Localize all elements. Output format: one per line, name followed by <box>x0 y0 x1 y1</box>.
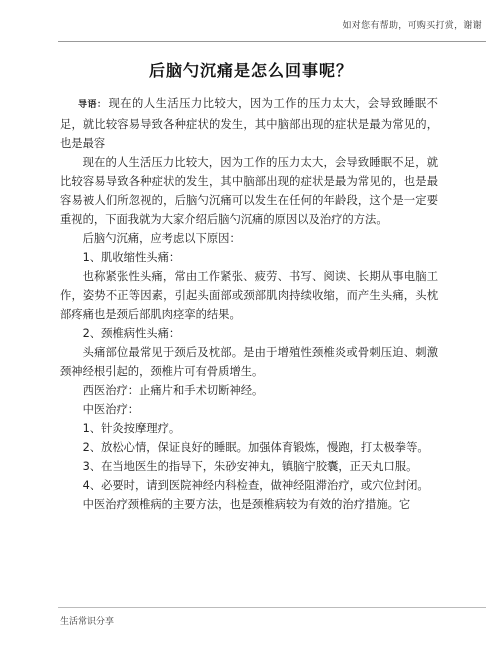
list-item: 1、针灸按摩理疗。 <box>82 422 181 435</box>
section-heading: 2、颈椎病性头痛： <box>82 327 181 340</box>
list-item: 3、在当地医生的指导下，朱砂安神丸，镇脑宁胶囊，正天丸口服。 <box>82 460 418 473</box>
footer-divider <box>58 607 486 608</box>
lead-label: 导语： <box>78 100 107 110</box>
header-divider <box>58 41 486 42</box>
lead-paragraph <box>60 94 438 153</box>
body-paragraph: 中医治疗颈椎病的主要方法，也是颈椎病较为有效的治疗措施。它 <box>82 498 411 511</box>
footer-note: 生活常识分享 <box>60 617 115 627</box>
section-heading: 1、肌收缩性头痛： <box>82 251 181 264</box>
body-paragraph: 头痛部位最常见于颈后及枕部。是由于增殖性颈椎炎或骨刺压迫、刺激颈神经根引起的，颈椎片可有骨质增生。 <box>60 346 438 378</box>
list-item: 4、必要时，请到医院神经内科检查，做神经阻滞治疗，或穴位封闭。 <box>82 479 429 492</box>
header-note: 如对您有帮助，可购买打赏，谢谢 <box>342 21 482 31</box>
document-body <box>60 94 438 514</box>
lead-text: 现在的人生活压力比较大，因为工作的压力太大，会导致睡眠不足，就比较容易导致各种症状的发生，其中脑部出现的症状是最为常见的，也是最容 <box>60 97 438 150</box>
body-paragraph: 西医治疗：止痛片和手术切断神经。 <box>82 384 264 397</box>
section-heading: 中医治疗： <box>82 403 140 416</box>
body-paragraph: 也称紧张性头痛，常由工作紧张、疲劳、书写、阅读、长期从事电脑工作，姿势不正等因素，引起头面部或颈部肌肉持续收缩，而产生头痛，头枕部疼痛也是颈后部肌肉痉挛的结果。 <box>60 270 438 321</box>
body-paragraph: 现在的人生活压力比较大，因为工作的压力太大，会导致睡眠不足，就比较容易导致各种症状的发生，其中脑部出现的症状是最为常见的，也是最容易被人们所忽视的，后脑勺沉痛可以发生在任何的年龄段，这个是一定要重视的，下面我就为大家介绍后脑勺沉痛的原因以及治疗的方法。 <box>60 156 438 226</box>
document-title: 后脑勺沉痛是怎么回事呢？ <box>148 61 353 80</box>
list-item: 2、放松心情，保证良好的睡眠。加强体育锻炼，慢跑，打太极拳等。 <box>82 441 429 454</box>
body-paragraph: 后脑勺沉痛，应考虑以下原因： <box>82 232 241 245</box>
